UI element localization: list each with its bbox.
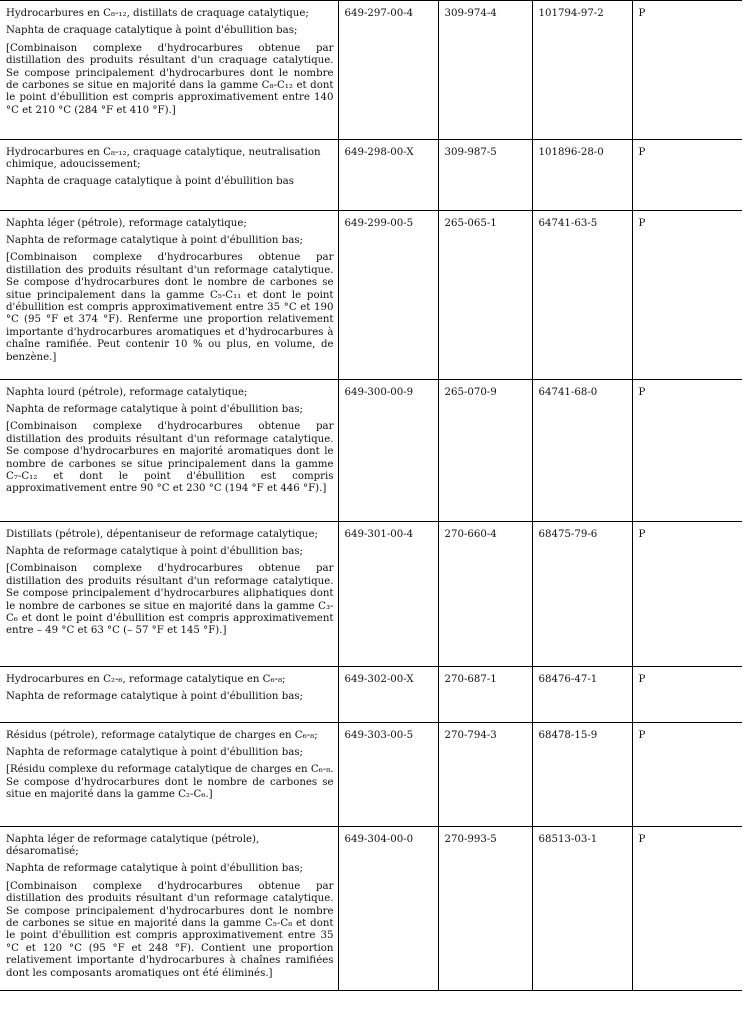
index-number: 649-304-00-0 <box>338 826 438 990</box>
substance-name-cell <box>0 379 338 521</box>
substance-name-cell <box>0 826 338 990</box>
index-number: 649-303-00-5 <box>338 722 438 826</box>
note-code: P <box>632 379 742 521</box>
index-number: 649-302-00-X <box>338 666 438 722</box>
substance-description: [Combinaison complexe d'hydrocarbures obtenue par distillation des produits résultant d'un reformage catalytique. Se compose d'hydrocarbures en majorité aromatiques dont le nombre de carbones se situe principalement dans la gamme C₇-C₁₂ et dont le point d'ébullition est compris approximativement entre 90 °C et 230 °C (194 °F et 446 °F).] <box>6 421 334 495</box>
cas-number: 64741-68-0 <box>532 379 632 521</box>
index-number: 649-298-00-X <box>338 139 438 210</box>
substance-name: Naphta lourd (pétrole), reformage catalytique; <box>6 386 248 398</box>
table-row <box>0 826 742 990</box>
cas-number: 68476-47-1 <box>532 666 632 722</box>
note-code: P <box>632 210 742 379</box>
substance-name-cell <box>0 1 338 139</box>
substance-alias: Naphta de craquage catalytique à point d'ébullition bas <box>6 176 294 188</box>
substance-name: Hydrocarbures en C₈-₁₂, craquage catalytique, neutralisation chimique, adoucissement; <box>6 146 321 170</box>
substance-alias: Naphta de reformage catalytique à point d'ébullition bas; <box>6 545 303 557</box>
substance-name: Naphta léger (pétrole), reformage catalytique; <box>6 217 247 229</box>
substance-alias: Naphta de craquage catalytique à point d'ébullition bas; <box>6 25 298 37</box>
substance-alias: Naphta de reformage catalytique à point d'ébullition bas; <box>6 234 303 246</box>
substance-name: Résidus (pétrole), reformage catalytique de charges en C₆-₈; <box>6 729 318 741</box>
cas-number: 68478-15-9 <box>532 722 632 826</box>
cas-number: 101896-28-0 <box>532 139 632 210</box>
table-row <box>0 379 742 521</box>
substance-alias: Naphta de reformage catalytique à point d'ébullition bas; <box>6 863 303 875</box>
substance-alias: Naphta de reformage catalytique à point d'ébullition bas; <box>6 746 303 758</box>
substance-name-cell <box>0 139 338 210</box>
ec-number: 270-687-1 <box>438 666 532 722</box>
substance-name: Hydrocarbures en C₈-₁₂, distillats de craquage catalytique; <box>6 8 309 19</box>
table-row <box>0 521 742 666</box>
substance-table <box>0 1 742 991</box>
substance-description: [Combinaison complexe d'hydrocarbures obtenue par distillation des produits résultant d'un reformage catalytique. Se compose d'hydrocarbures dont le nombre de carbones se situe principalement dans la gamme C₅-C₁₁ et dont le point d'ébullition est compris approximativement entre 35 °C et 190 °C (95 °F et 374 °F). Renferme une proportion relativement importante d'hydrocarbures aromatiques et d'hydrocarbures à chaîne ramifiée. Peut contenir 10 % ou plus, en volume, de benzène.] <box>6 252 334 363</box>
substance-name: Naphta léger de reformage catalytique (pétrole), désaromatisé; <box>6 833 260 857</box>
note-code: P <box>632 521 742 666</box>
substance-name-cell <box>0 666 338 722</box>
ec-number: 270-794-3 <box>438 722 532 826</box>
cas-number: 68513-03-1 <box>532 826 632 990</box>
ec-number: 265-065-1 <box>438 210 532 379</box>
ec-number: 309-974-4 <box>438 1 532 139</box>
substance-name-cell <box>0 210 338 379</box>
substance-description: [Résidu complexe du reformage catalytique de charges en C₆-₈. Se compose d'hydrocarbures dont le nombre de carbones se situe en majorité dans la gamme C₂-C₆.] <box>6 764 334 801</box>
table-row <box>0 666 742 722</box>
table-row <box>0 722 742 826</box>
substance-name-cell <box>0 722 338 826</box>
index-number: 649-297-00-4 <box>338 1 438 139</box>
substance-alias: Naphta de reformage catalytique à point d'ébullition bas; <box>6 690 303 702</box>
substance-alias: Naphta de reformage catalytique à point d'ébullition bas; <box>6 403 303 415</box>
cas-number: 101794-97-2 <box>532 1 632 139</box>
ec-number: 270-660-4 <box>438 521 532 666</box>
table-row <box>0 139 742 210</box>
note-code: P <box>632 139 742 210</box>
ec-number: 270-993-5 <box>438 826 532 990</box>
index-number: 649-300-00-9 <box>338 379 438 521</box>
substance-description: [Combinaison complexe d'hydrocarbures obtenue par distillation des produits résultant d'un reformage catalytique. Se compose principalement d'hydrocarbures dont le nombre de carbones se situe en majorité dans la gamme C₅-C₈ et dont le point d'ébullition est compris approximativement entre 35 °C et 120 °C (95 °F et 248 °F). Contient une proportion relativement importante d'hydrocarbures à chaînes ramifiées dont les composants aromatiques ont été éliminés.] <box>6 880 334 979</box>
cas-number: 68475-79-6 <box>532 521 632 666</box>
substance-name: Distillats (pétrole), dépentaniseur de reformage catalytique; <box>6 528 318 540</box>
note-code: P <box>632 826 742 990</box>
ec-number: 265-070-9 <box>438 379 532 521</box>
note-code: P <box>632 1 742 139</box>
substance-name-cell <box>0 521 338 666</box>
substance-description: [Combinaison complexe d'hydrocarbures obtenue par distillation des produits résultant d'un reformage catalytique. Se compose principalement d'hydrocarbures aliphatiques dont le nombre de carbones se situe en majorité dans la gamme C₃-C₆ et dont le point d'ébullition est compris approximativement entre – 49 °C et 63 °C (– 57 °F et 145 °F).] <box>6 563 334 637</box>
index-number: 649-301-00-4 <box>338 521 438 666</box>
table-row <box>0 210 742 379</box>
substance-name: Hydrocarbures en C₂-₆, reformage catalytique en C₆-₈; <box>6 673 286 685</box>
index-number: 649-299-00-5 <box>338 210 438 379</box>
note-code: P <box>632 666 742 722</box>
cas-number: 64741-63-5 <box>532 210 632 379</box>
substance-table-body <box>0 1 742 990</box>
ec-number: 309-987-5 <box>438 139 532 210</box>
substance-description: [Combinaison complexe d'hydrocarbures obtenue par distillation des produits résultant d'un craquage catalytique. Se compose principalement d'hydrocarbures dont le nombre de carbones se situe en majorité dans la gamme C₈-C₁₂ et dont le point d'ébullition est compris approximativement entre 140 °C et 210 °C (284 °F et 410 °F).] <box>6 42 334 116</box>
note-code: P <box>632 722 742 826</box>
table-row <box>0 1 742 139</box>
